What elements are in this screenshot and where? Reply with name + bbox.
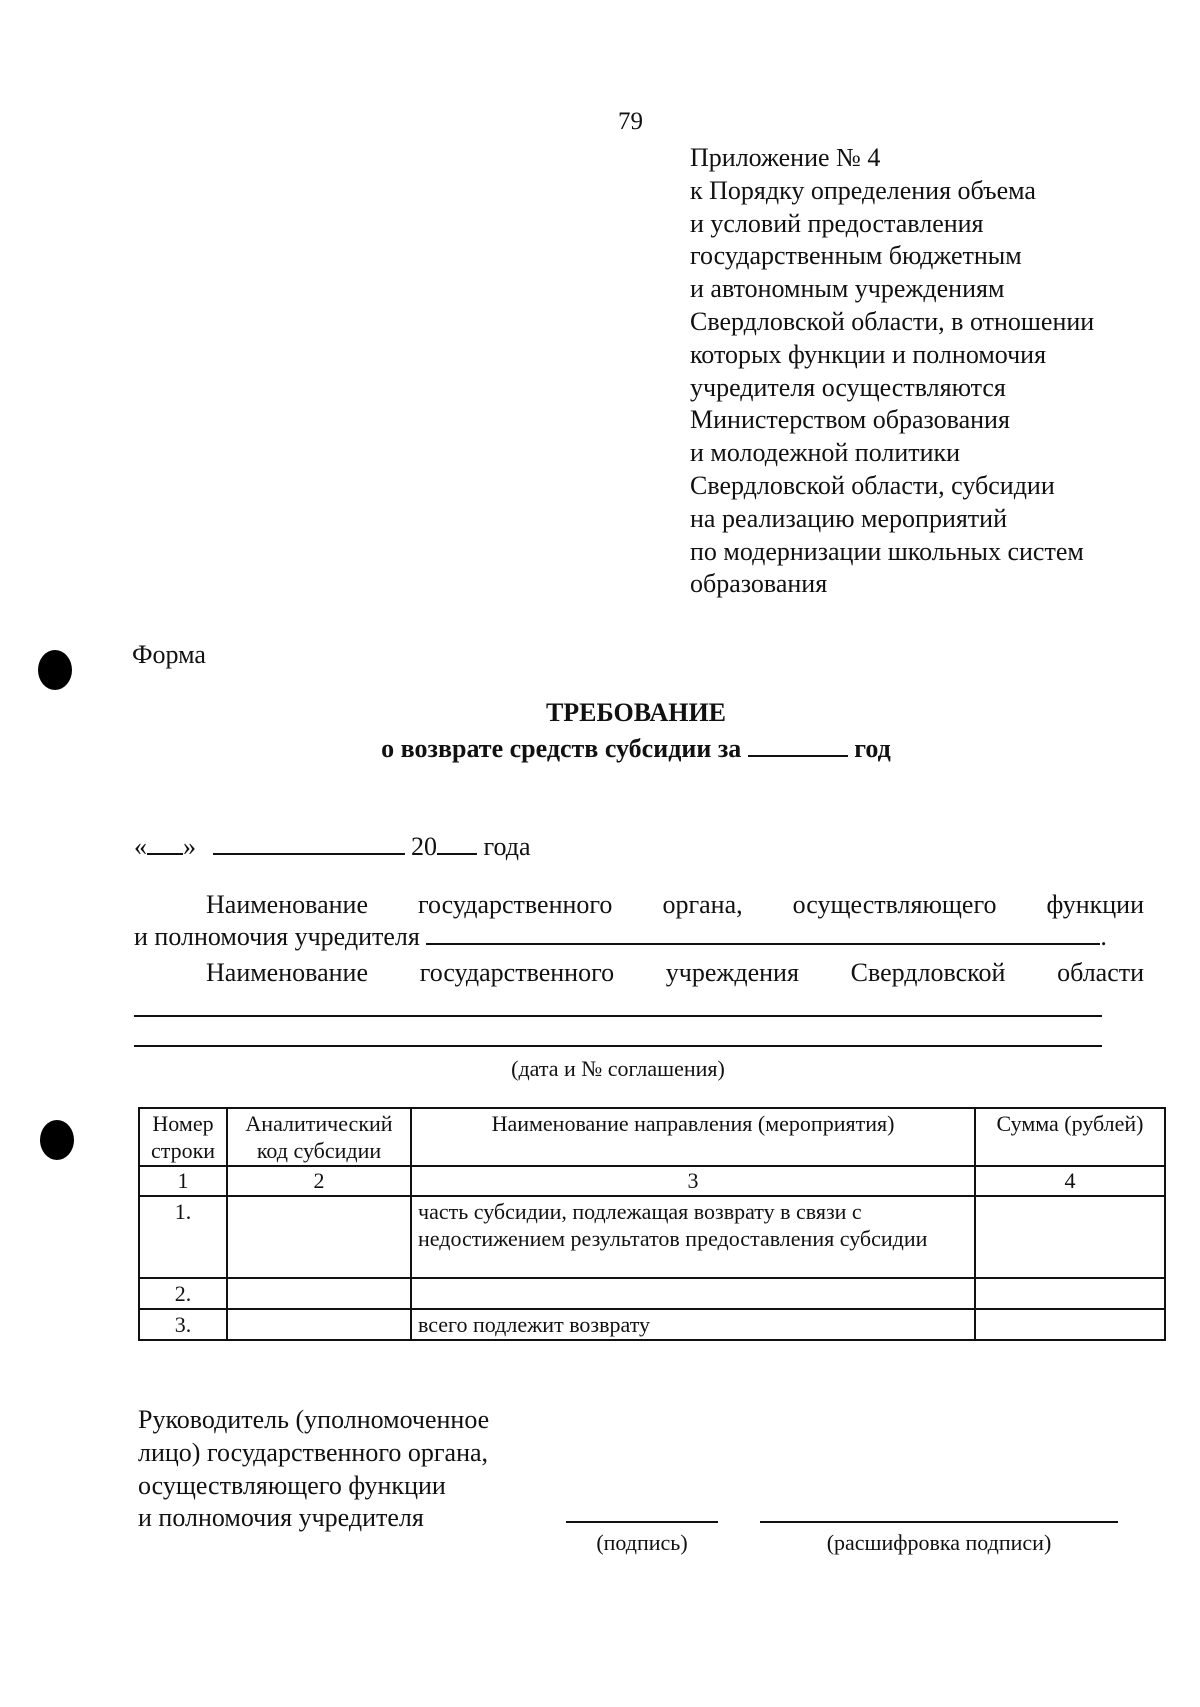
signer-line: и полномочия учредителя — [138, 1503, 424, 1533]
row-name-cell: всего подлежит возврату — [411, 1309, 975, 1340]
signature-caption: (подпись) — [596, 1530, 688, 1555]
agreement-line[interactable] — [134, 1045, 1102, 1047]
appendix-line: Приложение № 4 — [690, 143, 881, 172]
appendix-block — [690, 142, 1094, 601]
column-number: 1 — [139, 1166, 227, 1196]
date-line — [134, 832, 531, 862]
word: осуществляющего — [792, 890, 997, 919]
table-row — [139, 1278, 1165, 1309]
row-sum-cell[interactable] — [975, 1309, 1165, 1340]
row-name-cell: часть субсидии, подлежащая возврату в связи с недостижением результатов предоставления субсидии — [411, 1196, 975, 1278]
signer-line: лицо) государственного органа, — [138, 1437, 489, 1467]
column-number: 3 — [411, 1166, 975, 1196]
column-number: 4 — [975, 1166, 1165, 1196]
appendix-line: и условий предоставления — [690, 208, 984, 238]
signature-line[interactable] — [566, 1521, 718, 1523]
column-number: 2 — [227, 1166, 411, 1196]
appendix-line: Министерством образования — [690, 405, 1010, 435]
signer-line: осуществляющего функции — [138, 1470, 446, 1500]
year-prefix: 20 — [411, 832, 437, 861]
signature-decode-line[interactable] — [760, 1521, 1118, 1523]
header-name: Наименование направления (мероприятия) — [411, 1108, 975, 1166]
header-code: Аналитический код субсидии — [227, 1108, 411, 1166]
appendix-line: по модернизации школьных систем — [690, 536, 1084, 566]
table-header-row — [139, 1108, 1165, 1166]
appendix-line: учредителя осуществляются — [690, 372, 1006, 402]
word: органа, — [662, 890, 743, 919]
form-label: Форма — [132, 640, 206, 669]
header-sum: Сумма (рублей) — [975, 1108, 1165, 1166]
page-number: 79 — [618, 108, 643, 135]
return-table — [138, 1107, 1166, 1341]
year-suffix: года — [483, 832, 531, 861]
subtitle-text: о возврате средств субсидии за — [381, 734, 742, 763]
appendix-line: к Порядку определения объема — [690, 175, 1036, 205]
row-sum-cell[interactable] — [975, 1196, 1165, 1278]
day-blank[interactable] — [147, 833, 183, 855]
appendix-line: образования — [690, 569, 828, 599]
signature-decode-caption: (расшифровка подписи) — [826, 1530, 1052, 1555]
appendix-line: Свердловской области, субсидии — [690, 470, 1055, 500]
row-name-cell[interactable] — [411, 1278, 975, 1309]
punch-hole — [38, 650, 72, 690]
quote-close: » — [183, 832, 196, 861]
column-number-row — [139, 1166, 1165, 1196]
signer-line: Руководитель (уполномоченное — [138, 1405, 490, 1434]
word: государственного — [419, 958, 615, 987]
header-row-number: Номер строки — [139, 1108, 227, 1166]
body-para1-line1 — [134, 890, 1144, 920]
signer-block — [138, 1404, 489, 1535]
founder-label: и полномочия учредителя — [134, 922, 420, 951]
word: учреждения — [665, 958, 799, 987]
body-para1-line2 — [134, 922, 1144, 952]
row-sum-cell[interactable] — [975, 1278, 1165, 1309]
institution-name-line[interactable] — [134, 1015, 1102, 1017]
quote-open: « — [134, 832, 147, 861]
appendix-line: на реализацию мероприятий — [690, 503, 1008, 533]
appendix-line: и автономным учреждениям — [690, 274, 1005, 304]
year-blank[interactable] — [748, 735, 848, 757]
word: функции — [1046, 890, 1145, 919]
word: области — [1057, 958, 1145, 987]
word: Наименование — [206, 890, 368, 919]
appendix-line: и молодежной политики — [690, 438, 961, 468]
agreement-caption: (дата и № соглашения) — [511, 1056, 725, 1081]
year-digits-blank[interactable] — [437, 833, 477, 855]
appendix-line: Свердловской области, в отношении — [690, 306, 1095, 336]
row-number: 1. — [139, 1196, 227, 1278]
document-subtitle — [0, 734, 1200, 764]
authority-name-blank[interactable] — [426, 923, 1100, 945]
word: Свердловской — [850, 958, 1006, 987]
subtitle-year-word: год — [854, 734, 891, 763]
word: Наименование — [206, 958, 368, 987]
period: . — [1100, 922, 1107, 951]
table-row — [139, 1309, 1165, 1340]
appendix-line: государственным бюджетным — [690, 241, 1022, 271]
table-row — [139, 1196, 1165, 1278]
row-code-cell[interactable] — [227, 1196, 411, 1278]
month-blank[interactable] — [213, 833, 405, 855]
row-code-cell[interactable] — [227, 1309, 411, 1340]
word: государственного — [418, 890, 613, 919]
row-code-cell[interactable] — [227, 1278, 411, 1309]
document-title: ТРЕБОВАНИЕ — [545, 698, 727, 727]
row-number: 3. — [139, 1309, 227, 1340]
row-number: 2. — [139, 1278, 227, 1309]
appendix-line: которых функции и полномочия — [690, 339, 1047, 369]
body-para2-line1 — [134, 958, 1144, 988]
punch-hole — [40, 1120, 74, 1160]
